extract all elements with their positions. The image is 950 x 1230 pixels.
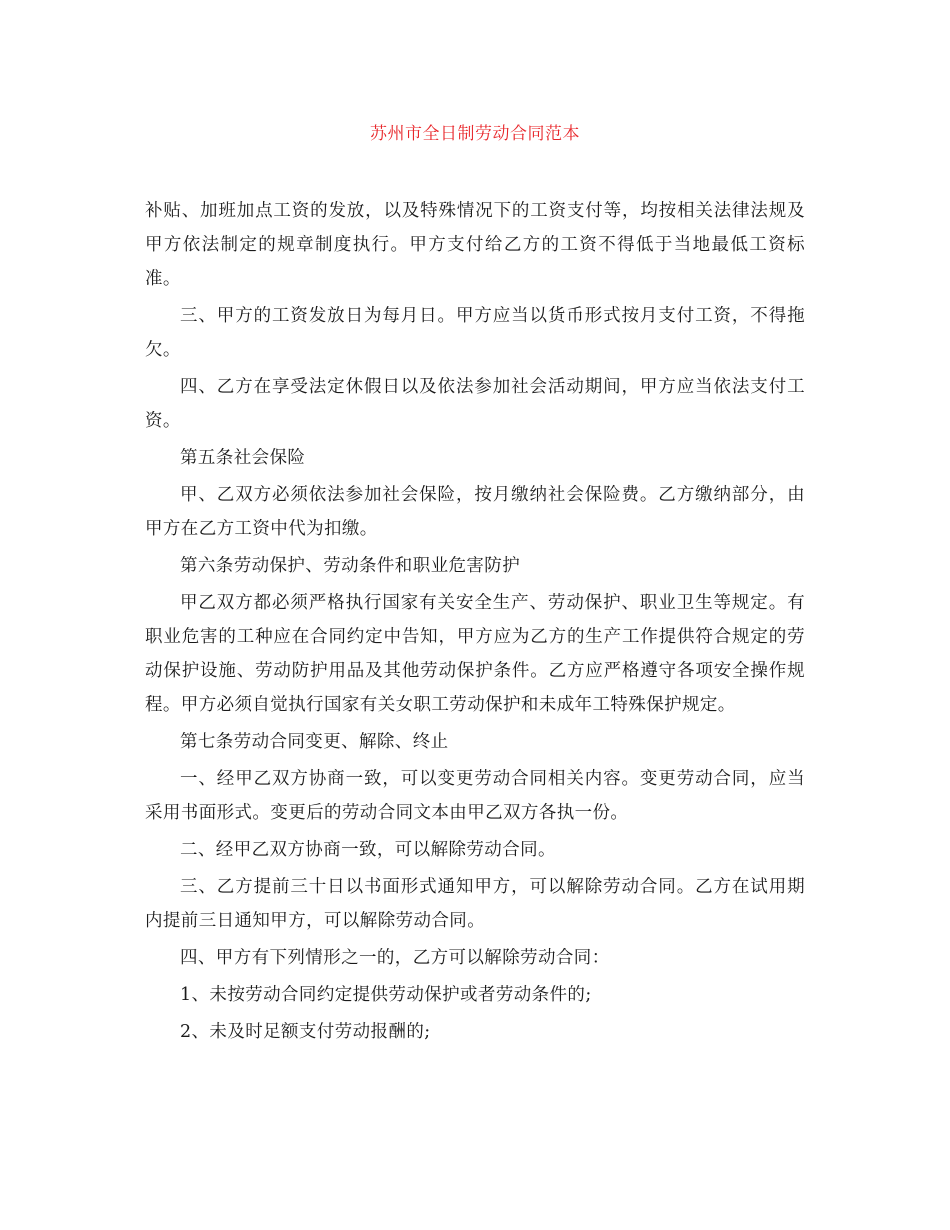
paragraph-11: 三、乙方提前三十日以书面形式通知甲方，可以解除劳动合同。乙方在试用期内提前三日通知甲方，可以解除劳动合同。 [145, 877, 805, 931]
section-heading-6: 第六条劳动保护、劳动条件和职业危害防护 [180, 556, 521, 576]
document-title: 苏州市全日制劳动合同范本 [370, 124, 580, 144]
list-item-2: 2、未及时足额支付劳动报酬的; [180, 1022, 431, 1042]
paragraph-5: 甲、乙双方必须依法参加社会保险，按月缴纳社会保险费。乙方缴纳部分，由甲方在乙方工资中代为扣缴。 [145, 485, 805, 539]
paragraph-1: 补贴、加班加点工资的发放，以及特殊情况下的工资支付等，均按相关法律法规及甲方依法制定的规章制度执行。甲方支付给乙方的工资不得低于当地最低工资标准。 [145, 201, 805, 289]
section-heading-7: 第七条劳动合同变更、解除、终止 [180, 732, 449, 752]
paragraph-9: 一、经甲乙双方协商一致，可以变更劳动合同相关内容。变更劳动合同，应当采用书面形式。变更后的劳动合同文本由甲乙双方各执一份。 [145, 769, 805, 823]
section-heading-5: 第五条社会保险 [180, 448, 306, 468]
paragraph-2: 三、甲方的工资发放日为每月日。甲方应当以货币形式按月支付工资，不得拖欠。 [145, 306, 805, 360]
paragraph-10: 二、经甲乙双方协商一致，可以解除劳动合同。 [180, 840, 556, 860]
document-body [145, 194, 805, 1052]
list-item-1: 1、未按劳动合同约定提供劳动保护或者劳动条件的; [180, 985, 592, 1005]
paragraph-7: 甲乙双方都必须严格执行国家有关安全生产、劳动保护、职业卫生等规定。有职业危害的工种应在合同约定中告知，甲方应为乙方的生产工作提供符合规定的劳动保护设施、劳动防护用品及其他劳动保护条件。乙方应严格遵守各项安全操作规程。甲方必须自觉执行国家有关女职工劳动保护和未成年工特殊保护规定。 [145, 593, 805, 715]
paragraph-12: 四、甲方有下列情形之一的，乙方可以解除劳动合同： [180, 948, 610, 968]
paragraph-3: 四、乙方在享受法定休假日以及依法参加社会活动期间，甲方应当依法支付工资。 [145, 377, 805, 431]
